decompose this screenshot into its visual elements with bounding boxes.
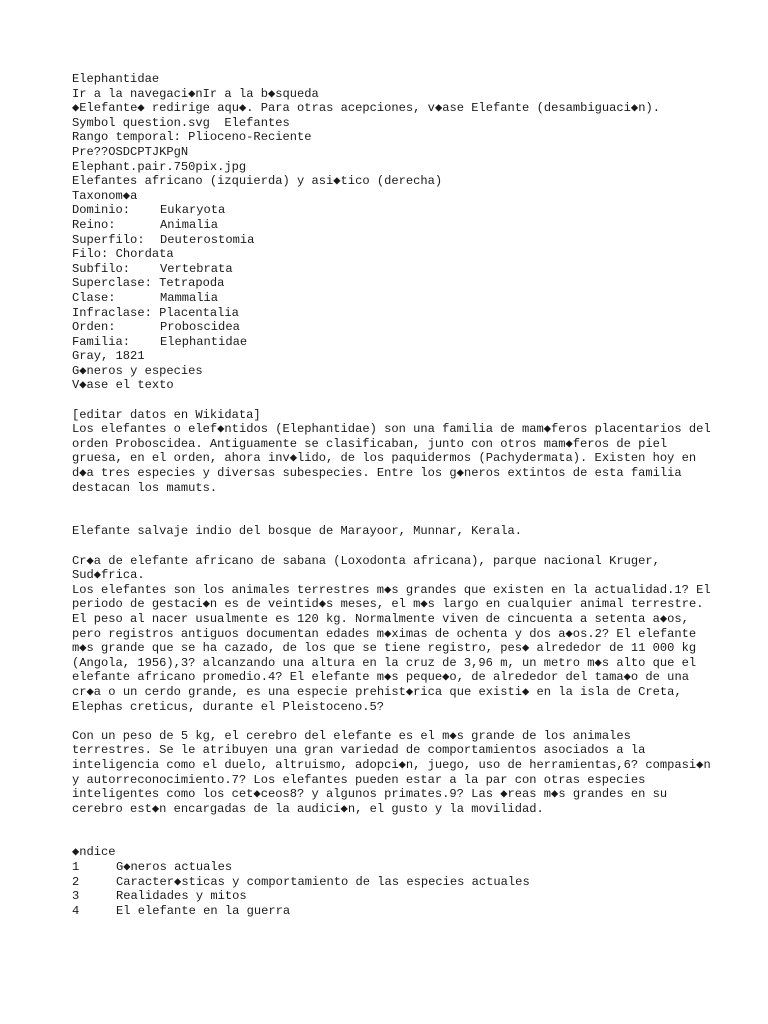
edit-wikidata-link[interactable]: [editar datos en Wikidata] [72,407,261,422]
taxonomy-value[interactable]: Proboscidea [160,320,240,335]
taxonomy-row [72,233,712,248]
toc-item[interactable] [72,875,712,890]
taxonomy-row [72,247,712,262]
taxonomy-value[interactable]: Chordata [115,247,174,262]
toc-item-label[interactable]: Caracter◆sticas y comportamiento de las especies actuales [116,874,530,889]
taxonomy-rank: Subfilo: [72,261,131,276]
taxonomy-rank: Reino: [72,217,116,232]
taxonomy-row [72,262,712,277]
taxonomy-value[interactable]: Tetrapoda [159,276,225,291]
taxonomy-rank: Orden: [72,320,116,335]
navigation-links[interactable]: Ir a la navegaci◆nIr a la b◆squeda [72,86,319,101]
toc-item[interactable] [72,904,712,919]
taxonomy-value[interactable]: Deuterostomia [160,232,255,247]
taxonomy-value[interactable]: Mammalia [160,290,219,305]
taxonomy-value[interactable]: Eukaryota [160,203,226,218]
toc-item-label[interactable]: G◆neros actuales [116,860,233,875]
toc-item-number: 4 [72,903,80,918]
redirect-note: ◆Elefante◆ redirige aqu◆. Para otras acepciones, v◆ase Elefante (desambiguaci◆n). [72,101,660,116]
taxonomy-value[interactable]: Animalia [160,217,219,232]
genera-heading: G◆neros y especies [72,363,203,378]
taxonomy-row [72,203,712,218]
image-caption: Elefantes africano (izquierda) y asi◆tico (derecha) [72,174,443,189]
taxonomy-rank: Filo: [72,247,109,262]
taxonomy-row [72,218,712,233]
toc-item-number: 2 [72,874,80,889]
see-text-link[interactable]: V◆ase el texto [72,378,174,393]
taxonomy-row [72,291,712,306]
temporal-range: Rango temporal: Plioceno-Reciente [72,130,312,145]
taxonomy-row [72,276,712,291]
taxonomy-rank: Clase: [72,290,116,305]
toc-list [72,860,712,918]
toc-item-number: 3 [72,889,80,904]
taxonomy-rank: Infraclase: [72,305,152,320]
toc-heading: ◆ndice [72,845,116,860]
brain-paragraph: Con un peso de 5 kg, el cerebro del elefante es el m◆s grande de los animales terrestres. Se le atribuyen una gran variedad de comportamientos asociados a la inteligencia como el duelo, altruismo, adopci◆n, juego, uso de herramientas,6? compasi◆n y autorreconocimiento.7? Los elefantes pueden estar a la par con otras especies inteligentes como los cet◆ceos8? y algunos primates.9? Las ◆reas m◆s grandes en su cerebro est◆n encargadas de la audici◆n, el gusto y la movilidad. [72,728,718,816]
article-title: Elephantidae [72,72,160,86]
image-filename: Elephant.pair.750pix.jpg [72,159,247,174]
toc-item-label[interactable]: Realidades y mitos [116,889,247,904]
taxonomy-row [72,335,712,350]
taxonomy-row [72,320,712,335]
document-page [72,72,718,918]
taxonomy-table [72,203,712,349]
toc-item[interactable] [72,889,712,904]
taxonomy-row [72,306,712,321]
taxonomy-value[interactable]: Vertebrata [160,261,233,276]
intro-paragraph: Los elefantes o elef◆ntidos (Elephantidae) son una familia de mam◆feros placentarios del orden Proboscidea. Antiguamente se clasificaban, junto con otros mam◆feros de piel gruesa, en el orden, ahora inv◆lido, de los paquidermos (Pachydermata). Existen hoy en d◆a tres especies y diversas subespecies. Entre los g◆neros extintos de esta familia destacan los mamuts. [72,422,718,495]
taxonomy-value[interactable]: Placentalia [159,305,239,320]
period-codes: Pre??OSDCPTJKPgN [72,144,189,159]
photo-caption-african-calf: Cr◆a de elefante africano de sabana (Loxodonta africana), parque nacional Kruger, Sud◆frica. [72,553,668,583]
taxonomy-heading: Taxonom◆a [72,188,138,203]
taxonomy-rank: Superfilo: [72,232,145,247]
taxonomy-rank: Familia: [72,334,131,349]
taxonomy-rank: Dominio: [72,203,131,218]
taxonomy-rank: Superclase: [72,276,152,291]
toc-item-number: 1 [72,860,80,875]
toc-item-label[interactable]: El elefante en la guerra [116,903,291,918]
symbol-line: Symbol question.svg Elefantes [72,115,290,130]
taxonomy-value[interactable]: Elephantidae [160,334,248,349]
toc-item[interactable] [72,860,712,875]
taxonomy-authority: Gray, 1821 [72,349,145,364]
photo-caption-indian-elephant: Elefante salvaje indio del bosque de Marayoor, Munnar, Kerala. [72,524,522,539]
size-paragraph: Los elefantes son los animales terrestres m◆s grandes que existen en la actualidad.1? El periodo de gestaci◆n es de veintid◆s meses, el m◆s largo en cualquier animal terrestre. El peso al nacer usualmente es 120 kg. Normalmente viven de cincuenta a setenta a◆os, pero registros antiguos documentan edades m◆ximas de ochenta y dos a◆os.2? El elefante m◆s grande que se ha cazado, de los que se tiene registro, pes◆ alrededor de 11 000 kg (Angola, 1956),3? alcanzando una altura en la cruz de 3,96 m, un metro m◆s alto que el elefante africano promedio.4? El elefante m◆s peque◆o, de alrededor del tama◆o de una cr◆a o un cerdo grande, es una especie prehist◆rica que existi◆ en la isla de Creta, Elephas creticus, durante el Pleistoceno.5? [72,582,718,714]
table-of-contents [72,845,712,918]
